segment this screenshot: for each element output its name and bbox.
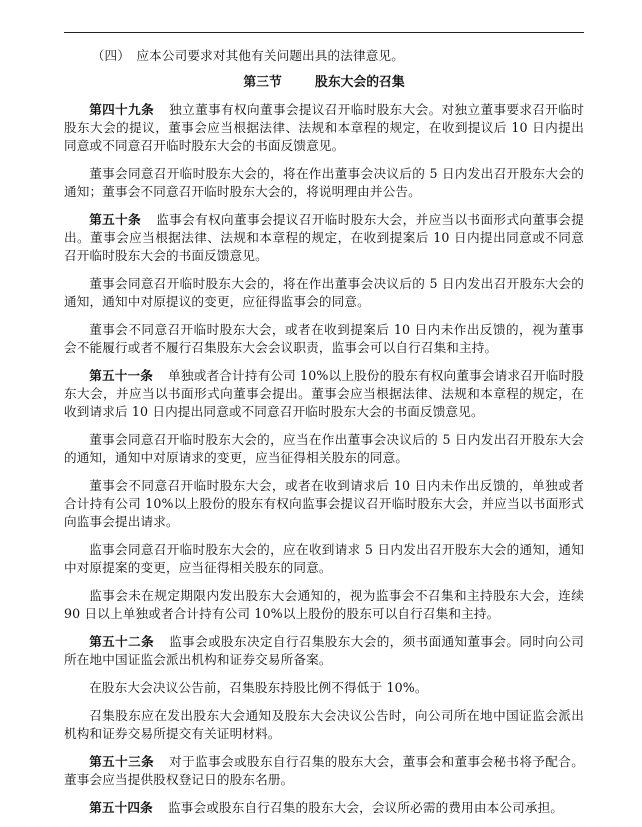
article-52-para-2: 在股东大会决议公告前，召集股东持股比例不得低于 10%。 xyxy=(89,680,428,695)
section-heading xyxy=(64,74,584,92)
article-50-label: 第五十条 xyxy=(89,212,142,227)
section-number: 第三节 xyxy=(243,75,282,90)
article-49-text: 独立董事有权向董事会提议召开临时股东大会。对独立董事要求召开临时股东大会的提议，董事会应当根据法律、法规和本章程的规定，在收到提议后 10 日内提出同意或不同意召开临时股东大会的书面反馈意见。 xyxy=(64,102,584,153)
header-rule xyxy=(64,32,584,33)
article-50-para-2: 董事会同意召开临时股东大会的，将在作出董事会决议后的 5 日内发出召开股东大会的通知，通知中对原提议的变更，应征得监事会的同意。 xyxy=(64,276,584,309)
article-52-text: 监事会或股东决定自行召集股东大会的，须书面通知董事会。同时向公司所在地中国证监会派出机构和证券交易所备案。 xyxy=(64,634,584,667)
article-51 xyxy=(64,367,584,421)
document-page xyxy=(64,32,584,827)
article-50-para-3: 董事会不同意召开临时股东大会，或者在收到提案后 10 日内未作出反馈的，视为董事会不能履行或者不履行召集股东大会会议职责，监事会可以自行召集和主持。 xyxy=(64,322,584,355)
article-54-text: 监事会或股东自行召集的股东大会，会议所必需的费用由本公司承担。 xyxy=(168,800,564,815)
article-53 xyxy=(64,753,584,789)
article-52 xyxy=(64,633,584,669)
article-49 xyxy=(64,101,584,155)
article-54 xyxy=(64,799,584,817)
article-54-label: 第五十四条 xyxy=(89,800,153,815)
article-50 xyxy=(64,211,584,265)
clause-item-4: （四） 应本公司要求对其他有关问题出具的法律意见。 xyxy=(91,48,405,63)
article-53-text: 对于监事会或股东自行召集的股东大会，董事会和董事会秘书将予配合。董事会应当提供股权登记日的股东名册。 xyxy=(64,754,584,787)
article-51-para-5: 监事会未在规定期限内发出股东大会通知的，视为监事会不召集和主持股东大会，连续 90 日以上单独或者合计持有公司 10%以上股份的股东可以自行召集和主持。 xyxy=(64,588,584,621)
article-51-para-2: 董事会同意召开临时股东大会的，应当在作出董事会决议后的 5 日内发出召开股东大会的通知，通知中对原请求的变更，应当征得相关股东的同意。 xyxy=(64,432,584,465)
article-51-para-4: 监事会同意召开临时股东大会的，应在收到请求 5 日内发出召开股东大会的通知，通知中对原提案的变更，应当征得相关股东的同意。 xyxy=(64,542,584,575)
article-51-para-3: 董事会不同意召开临时股东大会，或者在收到请求后 10 日内未作出反馈的，单独或者合计持有公司 10%以上股份的股东有权向监事会提议召开临时股东大会，并应当以书面形式向监事会提出请求。 xyxy=(64,478,584,529)
article-53-label: 第五十三条 xyxy=(89,754,155,769)
article-51-label: 第五十一条 xyxy=(89,368,154,383)
section-title: 股东大会的召集 xyxy=(315,75,405,90)
article-51-text: 单独或者合计持有公司 10%以上股份的股东有权向董事会请求召开临时股东大会，并应当以书面形式向董事会提出。董事会应当根据法律、法规和本章程的规定，在收到请求后 10 日内提出同意或不同意召开临时股东大会的书面反馈意见。 xyxy=(64,368,584,419)
article-52-para-3: 召集股东应在发出股东大会通知及股东大会决议公告时，向公司所在地中国证监会派出机构和证券交易所提交有关证明材料。 xyxy=(64,708,584,741)
article-50-text: 监事会有权向董事会提议召开临时股东大会，并应当以书面形式向董事会提出。董事会应当根据法律、法规和本章程的规定，在收到提案后 10 日内提出同意或不同意召开临时股东大会的书面反馈意见。 xyxy=(64,212,584,263)
article-49-para-2: 董事会同意召开临时股东大会的，将在作出董事会决议后的 5 日内发出召开股东大会的通知；董事会不同意召开临时股东大会的，将说明理由并公告。 xyxy=(64,166,584,199)
article-52-label: 第五十二条 xyxy=(89,634,155,649)
article-49-label: 第四十九条 xyxy=(89,102,155,117)
